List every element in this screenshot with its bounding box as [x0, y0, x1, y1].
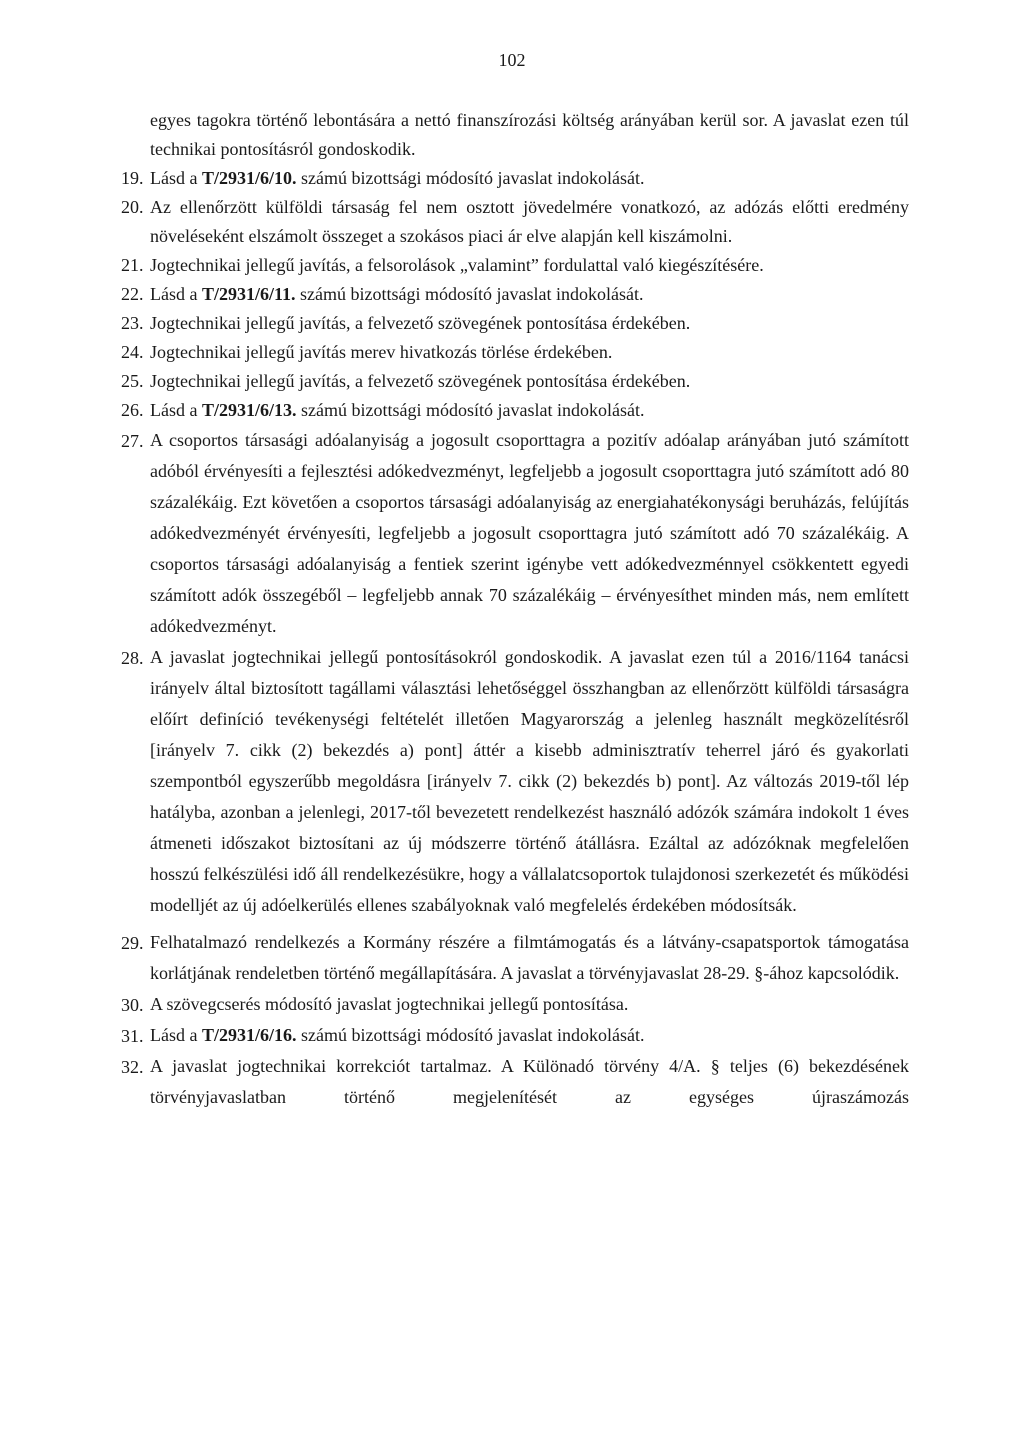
item-number: 22. — [121, 284, 144, 304]
item-text: A javaslat jogtechnikai korrekciót tartalmaz. A Különadó törvény 4/A. § teljes (6) bekezdésének törvényjavaslatban történő megjelenítését az egységes újraszámozás — [150, 1056, 909, 1107]
list-item-19 — [121, 164, 909, 193]
item-text: A szövegcserés módosító javaslat jogtechnikai jellegű pontosítása. — [150, 994, 629, 1014]
list-item-22 — [121, 280, 909, 309]
document-reference: T/2931/6/16. — [201, 1025, 297, 1045]
item-text: Lásd a — [150, 284, 202, 304]
item-text: számú bizottsági módosító javaslat indokolását. — [296, 168, 645, 188]
list-item-21 — [121, 251, 909, 280]
list-item-25 — [121, 367, 909, 396]
list-item-20 — [121, 193, 909, 251]
list-item-23 — [121, 309, 909, 338]
item-number: 31. — [121, 1026, 144, 1046]
list-item-28 — [121, 642, 909, 921]
page-number: 102 — [498, 50, 526, 70]
item-number: 26. — [121, 400, 144, 420]
item-text: számú bizottsági módosító javaslat indokolását. — [296, 1025, 645, 1045]
item-number: 29. — [121, 933, 144, 953]
list-item-30 — [121, 989, 909, 1020]
item-number: 21. — [121, 255, 144, 275]
item-number: 25. — [121, 371, 144, 391]
item-number: 23. — [121, 313, 144, 333]
document-reference: T/2931/6/13. — [201, 400, 297, 420]
item-text: Az ellenőrzött külföldi társaság fel nem osztott jövedelmére vonatkozó, az adózás előtti eredmény növeléseként elszámolt összeget a szokásos piaci ár elve alapján kell kiszámolni. — [150, 197, 909, 246]
list-item-31 — [121, 1020, 909, 1051]
item-number: 24. — [121, 342, 144, 362]
list-item-32 — [121, 1051, 909, 1113]
item-text: Felhatalmazó rendelkezés a Kormány részére a filmtámogatás és a látvány-csapatsportok támogatása korlátjának rendeletben történő megállapítására. A javaslat a törvényjavaslat 28-29. §-ához kapcsolódik. — [150, 932, 909, 983]
item-text: A javaslat jogtechnikai jellegű pontosításokról gondoskodik. A javaslat ezen túl a 2016/1164 tanácsi irányelv által biztosított tagállami választási lehetőséggel összhangban az ellenőrzött külföldi társaságra előírt definíció tevékenységi feltételét illetően Magyarország a jelenleg használt megközelítésről [irányelv 7. cikk (2) bekezdés a) pont] áttér a kisebb adminisztratív teherrel járó és gyakorlati szempontból egyszerűbb megoldásra [irányelv 7. cikk (2) bekezdés b) pont]. Az változás 2019-től lép hatályba, azonban a jelenlegi, 2017-től bevezetett rendelkezést használó adózók számára indokolt 1 éves átmeneti időszakot biztosítani az új módszerre történő átállásra. Ezáltal az adózóknak megfelelően hosszú felkészülési idő áll rendelkezésükre, hogy a vállalatcsoportok tulajdonosi szerkezetét és működési modelljét az új adóelkerülés ellenes szabályoknak való megfelelés érdekében módosítsák. — [150, 647, 909, 915]
item-number: 20. — [121, 197, 144, 217]
item-text: számú bizottsági módosító javaslat indokolását. — [296, 400, 645, 420]
item-text: Lásd a — [150, 168, 202, 188]
item-text: Jogtechnikai jellegű javítás merev hivatkozás törlése érdekében. — [150, 342, 613, 362]
item-text: számú bizottsági módosító javaslat indokolását. — [295, 284, 644, 304]
item-number: 32. — [121, 1057, 144, 1077]
item-text: Jogtechnikai jellegű javítás, a felsorolások „valamint” fordulattal való kiegészítésére. — [150, 255, 764, 275]
item-number: 28. — [121, 648, 144, 668]
document-reference: T/2931/6/11. — [201, 284, 296, 304]
item-number: 27. — [121, 431, 144, 451]
item-number: 30. — [121, 995, 144, 1015]
item-text: Lásd a — [150, 1025, 202, 1045]
list-item-24 — [121, 338, 909, 367]
document-reference: T/2931/6/10. — [201, 168, 297, 188]
item-text: Jogtechnikai jellegű javítás, a felvezető szövegének pontosítása érdekében. — [150, 371, 691, 391]
item-text: Jogtechnikai jellegű javítás, a felvezető szövegének pontosítása érdekében. — [150, 313, 691, 333]
item-text: Lásd a — [150, 400, 202, 420]
intro-paragraph: egyes tagokra történő lebontására a nettó finanszírozási költség arányában kerül sor. A javaslat ezen túl technikai pontosításról gondoskodik. — [150, 110, 909, 159]
document-body — [121, 106, 909, 1113]
item-text: A csoportos társasági adóalanyiság a jogosult csoporttagra a pozitív adóalap arányában jutó számított adóból érvényesíti a fejlesztési adókedvezményt, legfeljebb a jogosult csoporttagra jutó számított adó 80 százalékáig. Ezt követően a csoportos társasági adóalanyiság az energiahatékonysági beruházás, felújítás adókedvezményét érvényesíti, legfeljebb a jogosult csoporttagra jutó számított adó 70 százalékáig. A csoportos társasági adóalanyiság a fentiek szerint igénybe vett adókedvezménnyel csökkentett egyedi számított adók összegéből – legfeljebb annak 70 százalékáig – érvényesíthet minden más, nem említett adókedvezményt. — [150, 430, 909, 636]
list-item-27 — [121, 425, 909, 642]
list-item-26 — [121, 396, 909, 425]
list-item-29 — [121, 927, 909, 989]
item-number: 19. — [121, 168, 144, 188]
